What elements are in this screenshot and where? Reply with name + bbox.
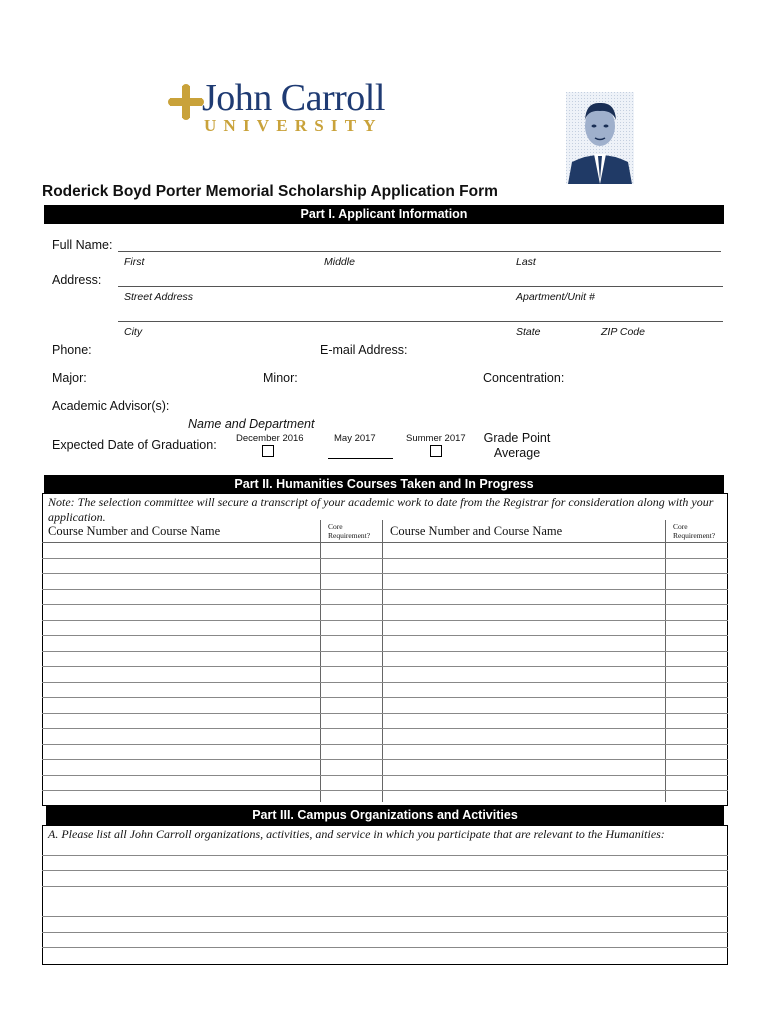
grad-option-summer-2017: Summer 2017 (406, 433, 466, 444)
middle-caption: Middle (324, 256, 355, 268)
street-caption: Street Address (124, 291, 194, 303)
col-core-right-1: Core (673, 522, 688, 531)
minor-label: Minor: (263, 371, 298, 385)
col-core-right-2: Requirement? (673, 531, 716, 540)
part2-header: Part II. Humanities Courses Taken and In Progress (44, 475, 724, 493)
concentration-label: Concentration: (483, 371, 565, 385)
may-2017-line (328, 458, 393, 459)
col-core-left-2: Requirement? (328, 531, 371, 540)
address-label: Address: (52, 273, 102, 287)
grad-option-may-2017: May 2017 (334, 433, 376, 444)
city-line[interactable] (118, 321, 723, 322)
activities-lines[interactable] (42, 855, 728, 963)
email-label: E-mail Address: (320, 343, 408, 357)
logo-university: UNIVERSITY (204, 116, 383, 135)
apt-caption: Apartment/Unit # (516, 291, 595, 303)
col-course-left: Course Number and Course Name (48, 524, 221, 538)
grad-checkbox-dec-2016[interactable] (262, 445, 274, 457)
grad-option-dec-2016: December 2016 (236, 433, 304, 444)
city-caption: City (124, 326, 143, 338)
gpa-label-line2: Average (493, 446, 541, 460)
portrait-photo (566, 92, 634, 184)
gpa-label-line1: Grade Point (483, 431, 551, 445)
advisor-label: Academic Advisor(s): (52, 399, 170, 413)
name-dept-caption: Name and Department (188, 417, 315, 431)
first-caption: First (124, 256, 145, 268)
cross-icon (168, 84, 204, 120)
part2-note: Note: The selection committee will secure a transcript of your academic work to date from the Registrar for consideration along with your application. (48, 495, 714, 524)
grad-label: Expected Date of Graduation: (52, 438, 217, 452)
logo-name: John Carroll (202, 77, 385, 119)
courses-grid (42, 520, 728, 802)
last-caption: Last (516, 256, 536, 268)
full-name-label: Full Name: (52, 238, 113, 252)
major-label: Major: (52, 371, 87, 385)
state-caption: State (516, 326, 541, 338)
col-core-left-1: Core (328, 522, 343, 531)
gpa-label (480, 431, 554, 461)
col-course-right: Course Number and Course Name (390, 524, 563, 538)
phone-label: Phone: (52, 343, 92, 357)
grad-checkbox-summer-2017[interactable] (430, 445, 442, 457)
full-name-line[interactable] (118, 251, 721, 252)
page-title: Roderick Boyd Porter Memorial Scholarship Application Form (42, 183, 498, 200)
part1-header: Part I. Applicant Information (44, 205, 724, 224)
street-line[interactable] (118, 286, 723, 287)
part3-header: Part III. Campus Organizations and Activities (46, 806, 724, 825)
university-logo (168, 74, 413, 138)
part3-prompt: A. Please list all John Carroll organizations, activities, and service in which you participate that are relevant to the Humanities: (48, 827, 665, 841)
zip-caption: ZIP Code (601, 326, 645, 338)
